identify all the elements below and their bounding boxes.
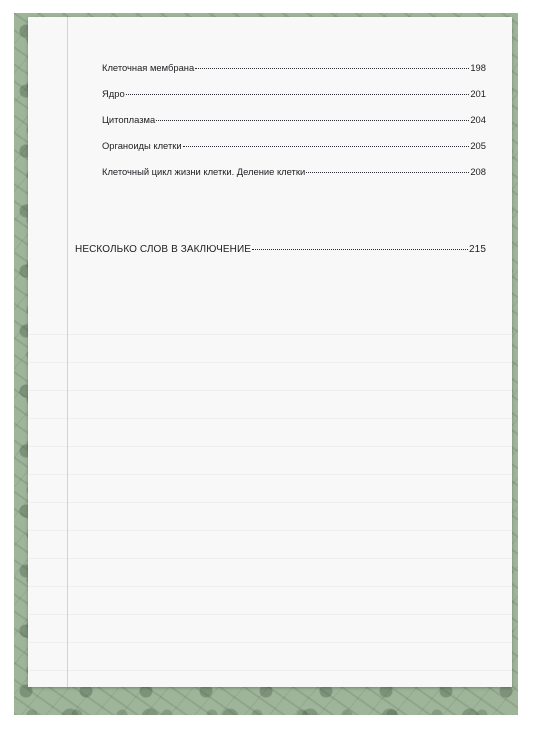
toc-entry-title: Клеточная мембрана [102,62,195,73]
toc-entry-title: Цитоплазма [102,114,156,125]
toc-leader-dots [126,94,470,95]
toc-section-page: 215 [469,244,486,255]
toc-entry-page: 198 [470,62,486,73]
toc-entry-title: Клеточный цикл жизни клетки. Деление клетки [102,166,306,177]
toc-leader-dots [183,146,470,147]
toc-entry-page: 201 [470,88,486,99]
toc-entry [102,62,486,74]
toc-section-entry [75,244,486,256]
toc-entry [102,140,486,152]
toc-entry-title: Органоиды клетки [102,140,182,151]
toc-leader-dots [306,172,469,173]
toc-leader-dots [195,68,469,69]
toc-entry [102,166,486,178]
toc-section-title: НЕСКОЛЬКО СЛОВ В ЗАКЛЮЧЕНИЕ [75,244,251,255]
toc-entry-page: 205 [470,140,486,151]
toc-entry-page: 204 [470,114,486,125]
page-margin-line [67,17,68,687]
toc-leader-dots [252,249,468,250]
toc-entry-title: Ядро [102,88,125,99]
toc-entry-page: 208 [470,166,486,177]
toc-leader-dots [156,120,469,121]
book-page [28,17,512,687]
toc-entry [102,88,486,100]
bleed-through-lines [28,307,512,687]
toc-entry [102,114,486,126]
